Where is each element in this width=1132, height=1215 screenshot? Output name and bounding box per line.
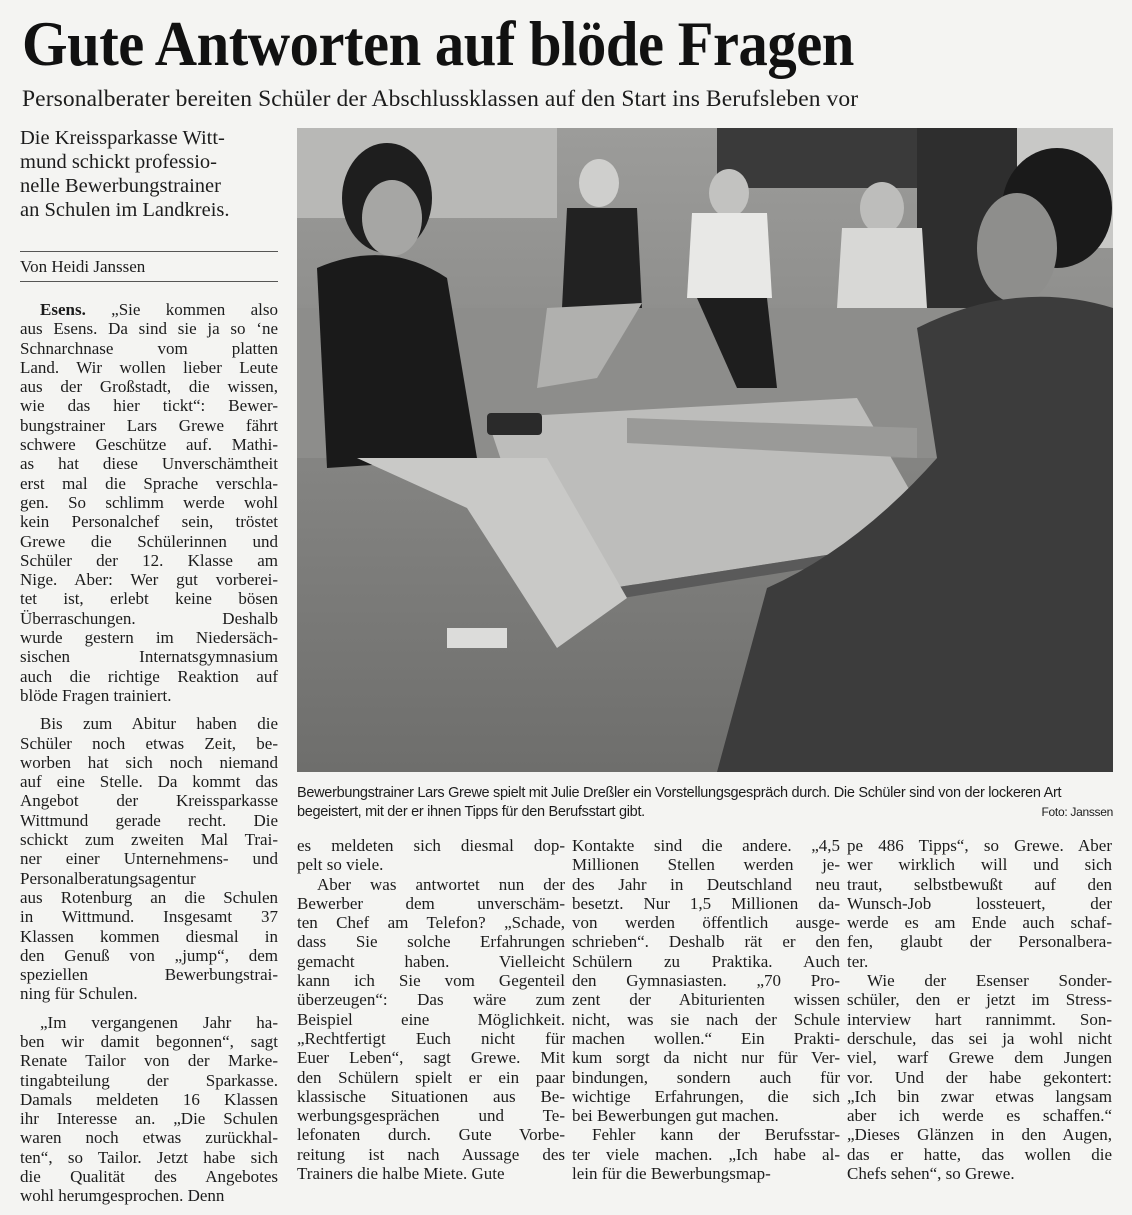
text-line: besetzt. Nur 1,5 Millionen da- [572, 893, 840, 913]
article-column-2 [297, 836, 565, 1183]
text-line: Schüler der 12. Klasse am [20, 550, 278, 570]
text-line: Bewerber dem unverschäm- [297, 893, 565, 913]
text-line: Angebot der Kreissparkasse [20, 791, 278, 811]
text-line: Wunsch-Job lossteuert, der [847, 893, 1112, 913]
paragraph [847, 836, 1112, 971]
text-line: „Rechtfertigt Euch nicht für [297, 1028, 565, 1048]
paragraph [20, 714, 278, 1003]
text-line: Personalberatungsagentur [20, 868, 196, 888]
text-line: Renate Tailor von der Marke- [20, 1051, 278, 1071]
text-line: schwere Geschütze auf. Mathi- [20, 435, 278, 455]
caption-text: Bewerbungstrainer Lars Grewe spielt mit Julie Dreßler ein Vorstellungsgespräch durch. Die Schüler sind von der lockeren Art begeistert, mit der er ihnen Tipps für den Berufsstart gibt. [297, 785, 1062, 820]
text-line: Trainers die halbe Miete. Gute [297, 1164, 505, 1184]
text-line: as hat diese Unverschämtheit [20, 454, 278, 474]
text-line: wer wirklich will und sich [847, 855, 1112, 875]
text-line: ning für Schulen. [20, 984, 138, 1004]
teaser-line: mund schickt professio- [20, 151, 217, 173]
paragraph [572, 836, 840, 1125]
paragraph [20, 1013, 278, 1206]
paragraph [297, 875, 565, 1184]
text-line: bei Bewerbungen gut machen. [572, 1106, 779, 1126]
text-line: aus Esens. Da sind sie ja so ‘ne [20, 319, 278, 339]
text-line: gemacht haben. Vielleicht [297, 951, 565, 971]
text-line [20, 300, 278, 319]
text-line: ter viele machen. „Ich habe al- [572, 1144, 840, 1164]
teaser-line: nelle Bewerbungstrainer [20, 175, 221, 197]
text-line: Millionen Stellen werden je- [572, 855, 840, 875]
text-line: kein Personalchef sein, tröstet [20, 512, 278, 532]
text-line: Damals meldeten 16 Klassen [20, 1089, 278, 1109]
text-line: von werden öffentlich ausge- [572, 913, 840, 933]
paragraph [20, 300, 278, 705]
text-line: auf eine Stelle. Da kommt das [20, 772, 278, 792]
text-line: worben hat sich noch niemand [20, 752, 278, 772]
text-line: lein für die Bewerbungsmap- [572, 1164, 771, 1184]
text-line: überzeugen“: Das wäre zum [297, 990, 565, 1010]
text-line: „Ich bin zwar etwas langsam [847, 1086, 1112, 1106]
text-line: Aber was antwortet nun der [317, 874, 565, 894]
text-line: bindungen, sondern auch für [572, 1067, 840, 1087]
article-column-4 [847, 836, 1112, 1183]
text-line: aus Rotenburg an die Schulen [20, 887, 278, 907]
paragraph [847, 971, 1112, 1183]
text-line: schickt zum zweiten Mal Trai- [20, 830, 278, 850]
text-line: fen, glaubt der Personalbera- [847, 932, 1112, 952]
text-line: Schülern zu Praktika. Auch [572, 951, 840, 971]
text-line: interview hart rannimmt. Son- [847, 1009, 1112, 1029]
text-line: Klassen kommen diesmal in [20, 926, 278, 946]
paragraph [297, 836, 565, 875]
text-line: wichtige Erfahrungen, die sich [572, 1086, 840, 1106]
divider [20, 251, 278, 252]
paragraph [572, 1125, 840, 1183]
divider [20, 281, 278, 282]
text-line: gen. So schlimm werde wohl [20, 492, 278, 512]
text-line: ihr Interesse an. „Die Schulen [20, 1109, 278, 1129]
photo-caption [297, 784, 1113, 822]
text-line: den Gymnasiasten. „70 Pro- [572, 971, 840, 991]
text-line: „Dieses Glänzen in den Augen, [847, 1125, 1112, 1145]
text-line: bungstrainer Lars Grewe fährt [20, 415, 278, 435]
text-line: Bis zum Abitur haben die [40, 714, 278, 734]
text-line: zent der Abiturienten wissen [572, 990, 840, 1010]
text-line: tingabteilung der Sparkasse. [20, 1070, 278, 1090]
text-line: ben wir damit begonnen“, sagt [20, 1031, 278, 1051]
text-line: werbungsgesprächen und Te- [297, 1106, 565, 1126]
text-line: des Jahr in Deutschland neu [572, 874, 840, 894]
teaser [20, 126, 278, 222]
byline: Von Heidi Janssen [20, 257, 146, 276]
text-line: viel, warf Grewe dem Jungen [847, 1048, 1112, 1068]
text-line: auch die richtige Reaktion auf [20, 666, 278, 686]
text-line: vor. Und der habe gekontert: [847, 1067, 1112, 1087]
text-line: schüler, den er jetzt im Stress- [847, 990, 1112, 1010]
text-line: ten Chef am Telefon? „Schade, [297, 913, 565, 933]
classroom-photo-image [297, 128, 1113, 772]
text-line: das er hatte, das wollen die [847, 1144, 1112, 1164]
text-line: werde es am Ende auch schaf- [847, 913, 1112, 933]
text-line: pelt so viele. [297, 855, 384, 875]
text-line: ner einer Unternehmens- und [20, 849, 278, 869]
teaser-line: an Schulen im Landkreis. [20, 199, 230, 221]
text-line: wie das hier tickt“: Bewer- [20, 396, 278, 416]
text-line: es meldeten sich diesmal dop- [297, 836, 565, 855]
text-line: Schüler noch etwas Zeit, be- [20, 733, 278, 753]
headline: Gute Antworten auf blöde Fragen [22, 9, 854, 79]
teaser-line: Die Kreissparkasse Witt- [20, 127, 225, 149]
text-line: kum sorgt da nicht nur für Ver- [572, 1048, 840, 1068]
text-line: Überraschungen. Deshalb [20, 608, 278, 628]
text-line: tet ist, erlebt keine bösen [20, 589, 278, 609]
text-line-content: „Sie kommen also [111, 300, 278, 319]
text-line: die Qualität des Angebotes [20, 1167, 278, 1187]
text-line: derschule, das sei ja wohl nicht [847, 1028, 1112, 1048]
text-line: Fehler kann der Berufsstar- [592, 1125, 840, 1145]
text-line: waren noch etwas zurückhal- [20, 1128, 278, 1148]
text-line: den Genuß von „jump“, dem [20, 945, 278, 965]
text-line: pe 486 Tipps“, so Grewe. Aber [847, 836, 1112, 855]
text-line: kann ich Sie vom Gegenteil [297, 971, 565, 991]
text-line: Beispiel eine Möglichkeit. [297, 1009, 565, 1029]
text-line: Chefs sehen“, so Grewe. [847, 1164, 1015, 1184]
text-line: reitung ist nach Aussage des [297, 1144, 565, 1164]
text-line: den Schülern spielt er ein paar [297, 1067, 565, 1087]
article-column-3 [572, 836, 840, 1183]
text-line: Schnarchnase vom platten [20, 338, 278, 358]
dateline: Esens. [40, 300, 86, 319]
subheadline: Personalberater bereiten Schüler der Abschlussklassen auf den Start ins Berufsleben vor [22, 86, 859, 112]
text-line: klassische Situationen aus Be- [297, 1086, 565, 1106]
text-line: traut, selbstbewußt auf den [847, 874, 1112, 894]
text-line: aber ich werde es schaffen.“ [847, 1106, 1112, 1126]
text-line: Wittmund gerade recht. Die [20, 810, 278, 830]
photo-credit: Foto: Janssen [1041, 805, 1113, 819]
text-line: ter. [847, 951, 869, 971]
text-line: Wie der Esenser Sonder- [867, 971, 1112, 991]
text-line: erst mal die Sprache verschla- [20, 473, 278, 493]
text-line: Grewe die Schülerinnen und [20, 531, 278, 551]
text-line: wurde gestern im Niedersäch- [20, 628, 278, 648]
text-line: Euer Leben“, sagt Grewe. Mit [297, 1048, 565, 1068]
article-photo [297, 128, 1113, 772]
text-line: aus der Großstadt, die wissen, [20, 377, 278, 397]
text-line: „Im vergangenen Jahr ha- [40, 1012, 278, 1032]
text-line: machen wollen.“ Ein Prakti- [572, 1028, 840, 1048]
text-line: Land. Wir wollen lieber Leute [20, 357, 278, 377]
text-line: wohl herumgesprochen. Denn [20, 1186, 225, 1206]
text-line: speziellen Bewerbungstrai- [20, 965, 278, 985]
text-line: Nige. Aber: Wer gut vorberei- [20, 570, 278, 590]
text-line: schrieben“. Deshalb rät er den [572, 932, 840, 952]
article-column-1 [20, 300, 278, 1215]
text-line: dass Sie solche Erfahrungen [297, 932, 565, 952]
text-line: in Wittmund. Insgesamt 37 [20, 907, 278, 927]
text-line: ten“, so Tailor. Jetzt habe sich [20, 1147, 278, 1167]
text-line: lefonaten durch. Gute Vorbe- [297, 1125, 565, 1145]
text-line: Kontakte sind die andere. „4,5 [572, 836, 840, 855]
text-line: sischen Internatsgymnasium [20, 647, 278, 667]
text-line: blöde Fragen trainiert. [20, 685, 172, 705]
text-line: nicht, was sie nach der Schule [572, 1009, 840, 1029]
